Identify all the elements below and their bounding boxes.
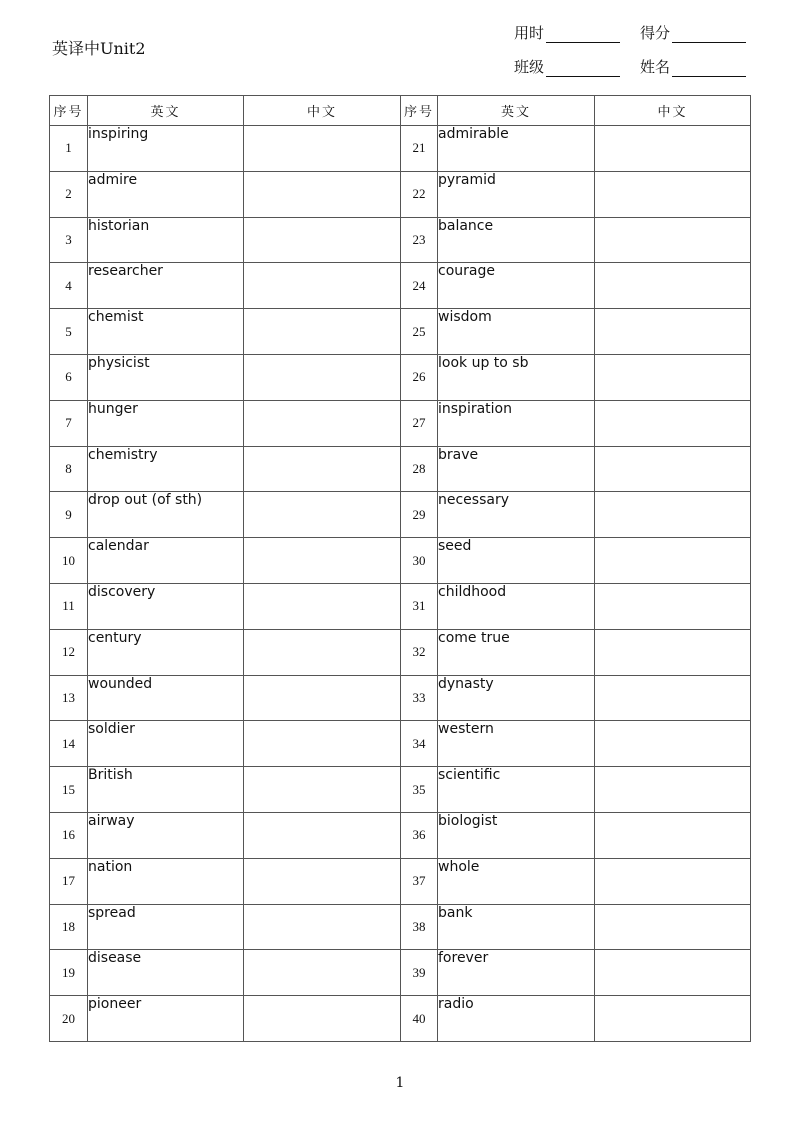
right-number-cell: 35 xyxy=(401,767,438,813)
left-number-cell: 4 xyxy=(50,263,88,309)
left-english-cell: soldier xyxy=(88,721,244,767)
right-chinese-answer-cell[interactable] xyxy=(595,538,751,584)
left-english-cell: spread xyxy=(88,904,244,950)
right-chinese-answer-cell[interactable] xyxy=(595,354,751,400)
name-label: 姓名 xyxy=(640,58,671,76)
time-blank[interactable] xyxy=(546,24,620,43)
left-english-cell: discovery xyxy=(88,583,244,629)
right-number-cell: 23 xyxy=(401,217,438,263)
left-chinese-answer-cell[interactable] xyxy=(244,767,401,813)
left-english-cell: hunger xyxy=(88,400,244,446)
right-english-cell: western xyxy=(438,721,595,767)
left-number-cell: 8 xyxy=(50,446,88,492)
class-field xyxy=(514,56,620,77)
left-number-cell: 3 xyxy=(50,217,88,263)
left-number-cell: 15 xyxy=(50,767,88,813)
table-row xyxy=(50,904,751,950)
left-chinese-answer-cell[interactable] xyxy=(244,904,401,950)
left-english-cell: airway xyxy=(88,812,244,858)
right-number-cell: 29 xyxy=(401,492,438,538)
name-field xyxy=(640,56,746,77)
left-number-cell: 2 xyxy=(50,171,88,217)
left-chinese-answer-cell[interactable] xyxy=(244,721,401,767)
right-english-cell: seed xyxy=(438,538,595,584)
column-header-chinese-right: 中文 xyxy=(595,96,751,126)
right-chinese-answer-cell[interactable] xyxy=(595,904,751,950)
right-number-cell: 39 xyxy=(401,950,438,996)
left-english-cell: drop out (of sth) xyxy=(88,492,244,538)
left-english-cell: physicist xyxy=(88,354,244,400)
right-chinese-answer-cell[interactable] xyxy=(595,583,751,629)
left-english-cell: century xyxy=(88,629,244,675)
table-row xyxy=(50,721,751,767)
left-number-cell: 5 xyxy=(50,309,88,355)
right-chinese-answer-cell[interactable] xyxy=(595,629,751,675)
right-english-cell: scientific xyxy=(438,767,595,813)
right-english-cell: bank xyxy=(438,904,595,950)
right-chinese-answer-cell[interactable] xyxy=(595,996,751,1042)
left-english-cell: disease xyxy=(88,950,244,996)
left-number-cell: 20 xyxy=(50,996,88,1042)
left-english-cell: nation xyxy=(88,858,244,904)
worksheet-title: 英译中Unit2 xyxy=(52,39,146,58)
left-number-cell: 16 xyxy=(50,812,88,858)
table-row xyxy=(50,583,751,629)
right-english-cell: courage xyxy=(438,263,595,309)
right-chinese-answer-cell[interactable] xyxy=(595,263,751,309)
left-number-cell: 19 xyxy=(50,950,88,996)
left-chinese-answer-cell[interactable] xyxy=(244,126,401,172)
left-number-cell: 18 xyxy=(50,904,88,950)
table-row xyxy=(50,309,751,355)
left-english-cell: British xyxy=(88,767,244,813)
table-header-row xyxy=(50,96,751,126)
left-chinese-answer-cell[interactable] xyxy=(244,354,401,400)
right-chinese-answer-cell[interactable] xyxy=(595,675,751,721)
right-english-cell: admirable xyxy=(438,126,595,172)
score-label: 得分 xyxy=(640,24,671,42)
right-number-cell: 25 xyxy=(401,309,438,355)
right-number-cell: 21 xyxy=(401,126,438,172)
table-row xyxy=(50,126,751,172)
right-number-cell: 33 xyxy=(401,675,438,721)
right-english-cell: look up to sb xyxy=(438,354,595,400)
table-row xyxy=(50,675,751,721)
right-chinese-answer-cell[interactable] xyxy=(595,126,751,172)
right-number-cell: 22 xyxy=(401,171,438,217)
right-english-cell: dynasty xyxy=(438,675,595,721)
right-english-cell: inspiration xyxy=(438,400,595,446)
column-header-number-left: 序号 xyxy=(50,96,88,126)
right-english-cell: wisdom xyxy=(438,309,595,355)
time-label: 用时 xyxy=(514,24,545,42)
column-header-chinese-left: 中文 xyxy=(244,96,401,126)
right-chinese-answer-cell[interactable] xyxy=(595,446,751,492)
right-chinese-answer-cell[interactable] xyxy=(595,171,751,217)
left-chinese-answer-cell[interactable] xyxy=(244,446,401,492)
left-english-cell: pioneer xyxy=(88,996,244,1042)
left-number-cell: 6 xyxy=(50,354,88,400)
left-chinese-answer-cell[interactable] xyxy=(244,629,401,675)
left-number-cell: 1 xyxy=(50,126,88,172)
column-header-english-right: 英文 xyxy=(438,96,595,126)
table-row xyxy=(50,812,751,858)
table-row xyxy=(50,171,751,217)
score-field xyxy=(640,22,746,43)
left-chinese-answer-cell[interactable] xyxy=(244,996,401,1042)
right-number-cell: 27 xyxy=(401,400,438,446)
left-chinese-answer-cell[interactable] xyxy=(244,492,401,538)
right-number-cell: 34 xyxy=(401,721,438,767)
left-chinese-answer-cell[interactable] xyxy=(244,400,401,446)
table-row xyxy=(50,996,751,1042)
left-chinese-answer-cell[interactable] xyxy=(244,858,401,904)
table-row xyxy=(50,858,751,904)
left-chinese-answer-cell[interactable] xyxy=(244,263,401,309)
right-english-cell: brave xyxy=(438,446,595,492)
left-english-cell: calendar xyxy=(88,538,244,584)
table-row xyxy=(50,217,751,263)
right-english-cell: whole xyxy=(438,858,595,904)
left-english-cell: admire xyxy=(88,171,244,217)
right-chinese-answer-cell[interactable] xyxy=(595,858,751,904)
left-chinese-answer-cell[interactable] xyxy=(244,812,401,858)
left-english-cell: wounded xyxy=(88,675,244,721)
table-row xyxy=(50,354,751,400)
right-english-cell: come true xyxy=(438,629,595,675)
left-english-cell: historian xyxy=(88,217,244,263)
left-chinese-answer-cell[interactable] xyxy=(244,217,401,263)
right-number-cell: 24 xyxy=(401,263,438,309)
right-number-cell: 38 xyxy=(401,904,438,950)
right-english-cell: radio xyxy=(438,996,595,1042)
right-number-cell: 40 xyxy=(401,996,438,1042)
table-row xyxy=(50,263,751,309)
right-number-cell: 37 xyxy=(401,858,438,904)
right-chinese-answer-cell[interactable] xyxy=(595,217,751,263)
left-chinese-answer-cell[interactable] xyxy=(244,675,401,721)
class-blank[interactable] xyxy=(546,58,620,77)
left-chinese-answer-cell[interactable] xyxy=(244,538,401,584)
table-row xyxy=(50,400,751,446)
right-english-cell: biologist xyxy=(438,812,595,858)
right-number-cell: 36 xyxy=(401,812,438,858)
right-number-cell: 30 xyxy=(401,538,438,584)
right-chinese-answer-cell[interactable] xyxy=(595,492,751,538)
right-english-cell: pyramid xyxy=(438,171,595,217)
left-number-cell: 9 xyxy=(50,492,88,538)
column-header-number-right: 序号 xyxy=(401,96,438,126)
right-number-cell: 28 xyxy=(401,446,438,492)
right-number-cell: 26 xyxy=(401,354,438,400)
left-english-cell: researcher xyxy=(88,263,244,309)
table-row xyxy=(50,492,751,538)
right-chinese-answer-cell[interactable] xyxy=(595,950,751,996)
right-english-cell: forever xyxy=(438,950,595,996)
page-number: 1 xyxy=(395,1075,405,1091)
left-english-cell: chemistry xyxy=(88,446,244,492)
score-blank[interactable] xyxy=(672,24,746,43)
left-chinese-answer-cell[interactable] xyxy=(244,309,401,355)
left-number-cell: 12 xyxy=(50,629,88,675)
right-english-cell: necessary xyxy=(438,492,595,538)
left-chinese-answer-cell[interactable] xyxy=(244,950,401,996)
right-english-cell: balance xyxy=(438,217,595,263)
right-chinese-answer-cell[interactable] xyxy=(595,400,751,446)
table-row xyxy=(50,446,751,492)
left-number-cell: 10 xyxy=(50,538,88,584)
left-number-cell: 14 xyxy=(50,721,88,767)
left-english-cell: inspiring xyxy=(88,126,244,172)
table-row xyxy=(50,767,751,813)
left-chinese-answer-cell[interactable] xyxy=(244,171,401,217)
right-english-cell: childhood xyxy=(438,583,595,629)
right-chinese-answer-cell[interactable] xyxy=(595,309,751,355)
right-number-cell: 31 xyxy=(401,583,438,629)
right-chinese-answer-cell[interactable] xyxy=(595,812,751,858)
vocabulary-table xyxy=(49,95,751,1042)
table-row xyxy=(50,538,751,584)
table-row xyxy=(50,950,751,996)
time-field xyxy=(514,22,620,43)
name-blank[interactable] xyxy=(672,58,746,77)
left-number-cell: 7 xyxy=(50,400,88,446)
left-number-cell: 17 xyxy=(50,858,88,904)
table-row xyxy=(50,629,751,675)
class-label: 班级 xyxy=(514,58,545,76)
left-number-cell: 11 xyxy=(50,583,88,629)
left-number-cell: 13 xyxy=(50,675,88,721)
right-number-cell: 32 xyxy=(401,629,438,675)
right-chinese-answer-cell[interactable] xyxy=(595,721,751,767)
right-chinese-answer-cell[interactable] xyxy=(595,767,751,813)
left-chinese-answer-cell[interactable] xyxy=(244,583,401,629)
column-header-english-left: 英文 xyxy=(88,96,244,126)
left-english-cell: chemist xyxy=(88,309,244,355)
